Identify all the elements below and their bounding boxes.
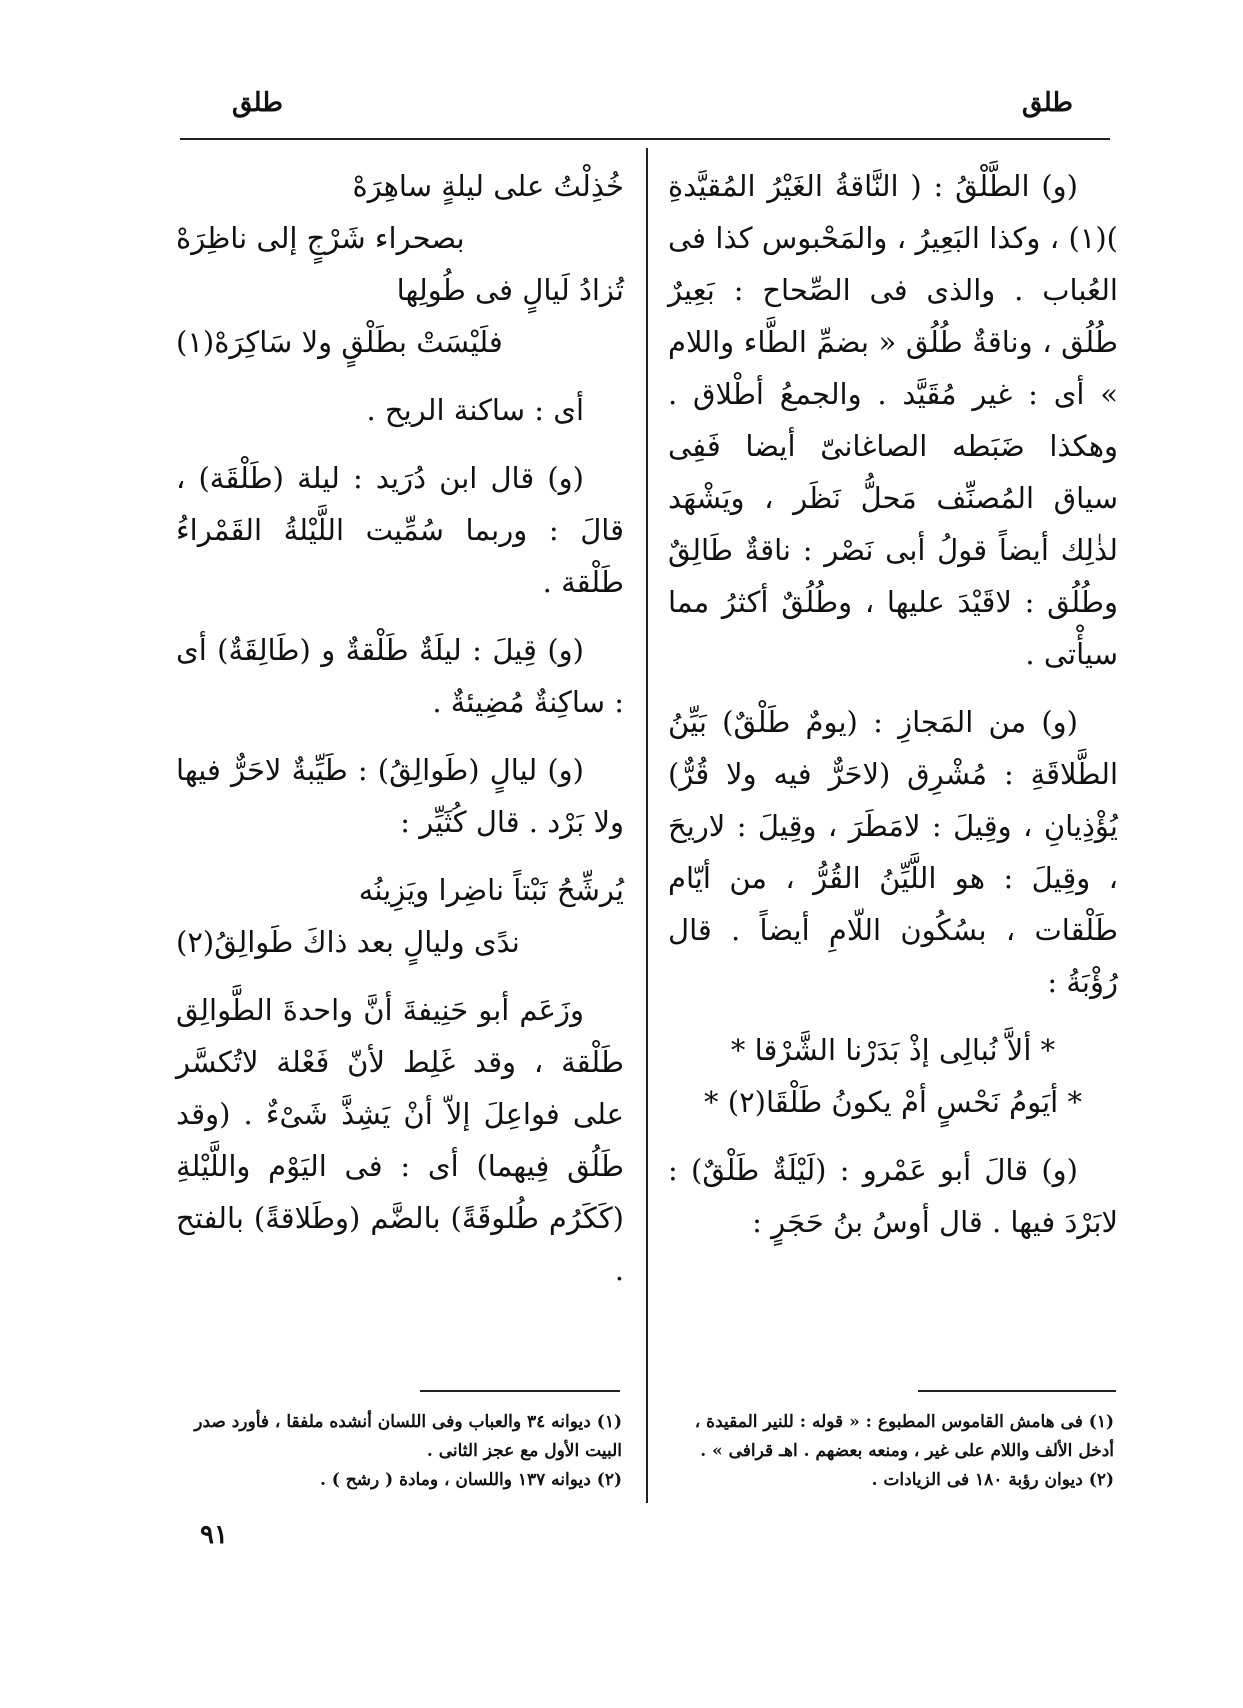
running-header-right: طلق [1022,88,1073,118]
verse-line: * ألاَّ نُبالِى إذْ بَدَرْنا الشَّرْقا * [730,1033,1056,1067]
verse-line: * أيَومُ نَحْسٍ أمْ يكونُ طَلْقَا(٢) * [704,1085,1082,1119]
page-number: ٩١ [200,1520,228,1550]
verse-line: خُذِلْتُ على ليلةٍ ساهِرَهْ [352,169,624,203]
footnotes-left [176,1408,622,1495]
entry-paragraph: أى : ساكنة الريح . [366,393,584,427]
verse-block [176,160,624,368]
entry-paragraph: (و) قِيلَ : ليلَةٌ طَلْقةٌ و (طَالِقَةٌ) أى : ساكِنةٌ مُضِيئةٌ . [176,633,624,719]
verse-line: تُزادُ لَيالٍ فى طُولِها [396,273,624,307]
footnotes-right [668,1408,1114,1495]
footnote: (١) ديوانه ٣٤ والعباب وفى اللسان أنشده ملفقا ، فأورد صدر البيت الأول مع عجز الثانى . [194,1412,622,1461]
entry-paragraph: وزَعَم أبو حَنِيفةَ أنَّ واحدةَ الطَّوالِق طَلْقة ، وقد غَلِط لأنّ فَعْلة لاتُكسَّر على فواعِلَ إلاّ أنْ يَشِذَّ شَىْءٌ . (وقد طَلُق فِيهما) أى : فى اليَوْم واللَّيْلةِ (كَكَرُم طُلوقَةً) بالضَّم (وطَلاقةً) بالفتح . [176,993,624,1287]
verse-line: ندًى وليالٍ بعد ذاكَ طَوالِقُ(٢) [176,925,520,959]
footnote-rule-left [420,1390,620,1392]
footnote: (٢) ديوانه ١٣٧ واللسان ، ومادة ( رشح ) . [319,1470,622,1490]
verse-line: فلَيْسَتْ بطَلْقٍ ولا سَاكِرَهْ(١) [176,325,503,359]
entry-paragraph: (و) قالَ أبو عَمْرو : (لَيْلَةٌ طَلْقٌ) : لابَرْدَ فيها . قال أوسُ بنُ حَجَرٍ : [668,1153,1118,1239]
entry-paragraph: (و) ليالٍ (طَوالِقُ) : طَيِّبةٌ لاحَرٌّ فيها ولا بَرْد . قال كُثَيِّر : [176,753,624,839]
footnote-rule-right [918,1390,1116,1392]
running-header-left: طلق [232,88,283,118]
entry-paragraph: (و) الطَّلْقُ : ( النَّاقةُ الغَيْرُ المُقيَّدةِ )(١) ، وكذا البَعِيرُ ، والمَحْبوس كذا فى العُباب . والذى فى الصِّحاح : بَعِيرٌ طُلُق ، وناقةٌ طُلُق « بضمِّ الطَّاء واللام » أى : غير مُقَيَّد . والجمعُ أطْلاق . وهكذا ضَبَطه الصاغانىّ أيضا فَفِى سياق المُصنِّف مَحلُّ نَظَر ، ويَشْهَد لذٰلِك أيضاً قولُ أبى نَصْر : ناقةٌ طَالِقٌ وطُلُق : لاقَيْدَ عليها ، وطُلُقٌ أكثرُ مما سيأْتى . [668,169,1118,671]
verse-line: بصحراء شَرْجٍ إلى ناظِرَهْ [176,221,465,255]
header-rule [180,138,1110,140]
entry-paragraph: (و) من المَجازِ : (يومٌ طَلْقٌ) بَيِّنُ الطَّلاقَةِ : مُشْرِق (لاحَرٌّ فيه ولا قُرٌّ) يُؤْذِيانِ ، وقِيلَ : لامَطَرَ ، وقِيلَ : لاريحَ ، وقِيلَ : هو اللَّيِّنُ القُرُّ ، من أيّام طَلْقات ، بسُكُون اللّامِ أيضاً . قال رُؤْبَةُ : [668,705,1118,999]
left-column [176,160,624,1312]
verse-block [668,1024,1118,1128]
right-column [668,160,1118,1264]
verse-block [176,864,624,968]
footnote: (١) فى هامش القاموس المطبوع : « قوله : للنير المقيدة ، أدخل الألف واللام على غير ، ومنعه بعضهم . اهـ قرافى » . [694,1412,1114,1461]
column-divider [646,148,648,1503]
entry-paragraph: (و) قال ابن دُرَيد : ليلة (طَلْقَة) ، قالَ : وربما سُمِّيت اللَّيْلةُ القَمْراءُ طَلْقة . [176,461,624,599]
footnote: (٢) ديوان رؤبة ١٨٠ فى الزيادات . [871,1470,1114,1490]
verse-line: يُرشِّحُ نَبْتاً ناضِرا ويَزِينُه [358,873,624,907]
